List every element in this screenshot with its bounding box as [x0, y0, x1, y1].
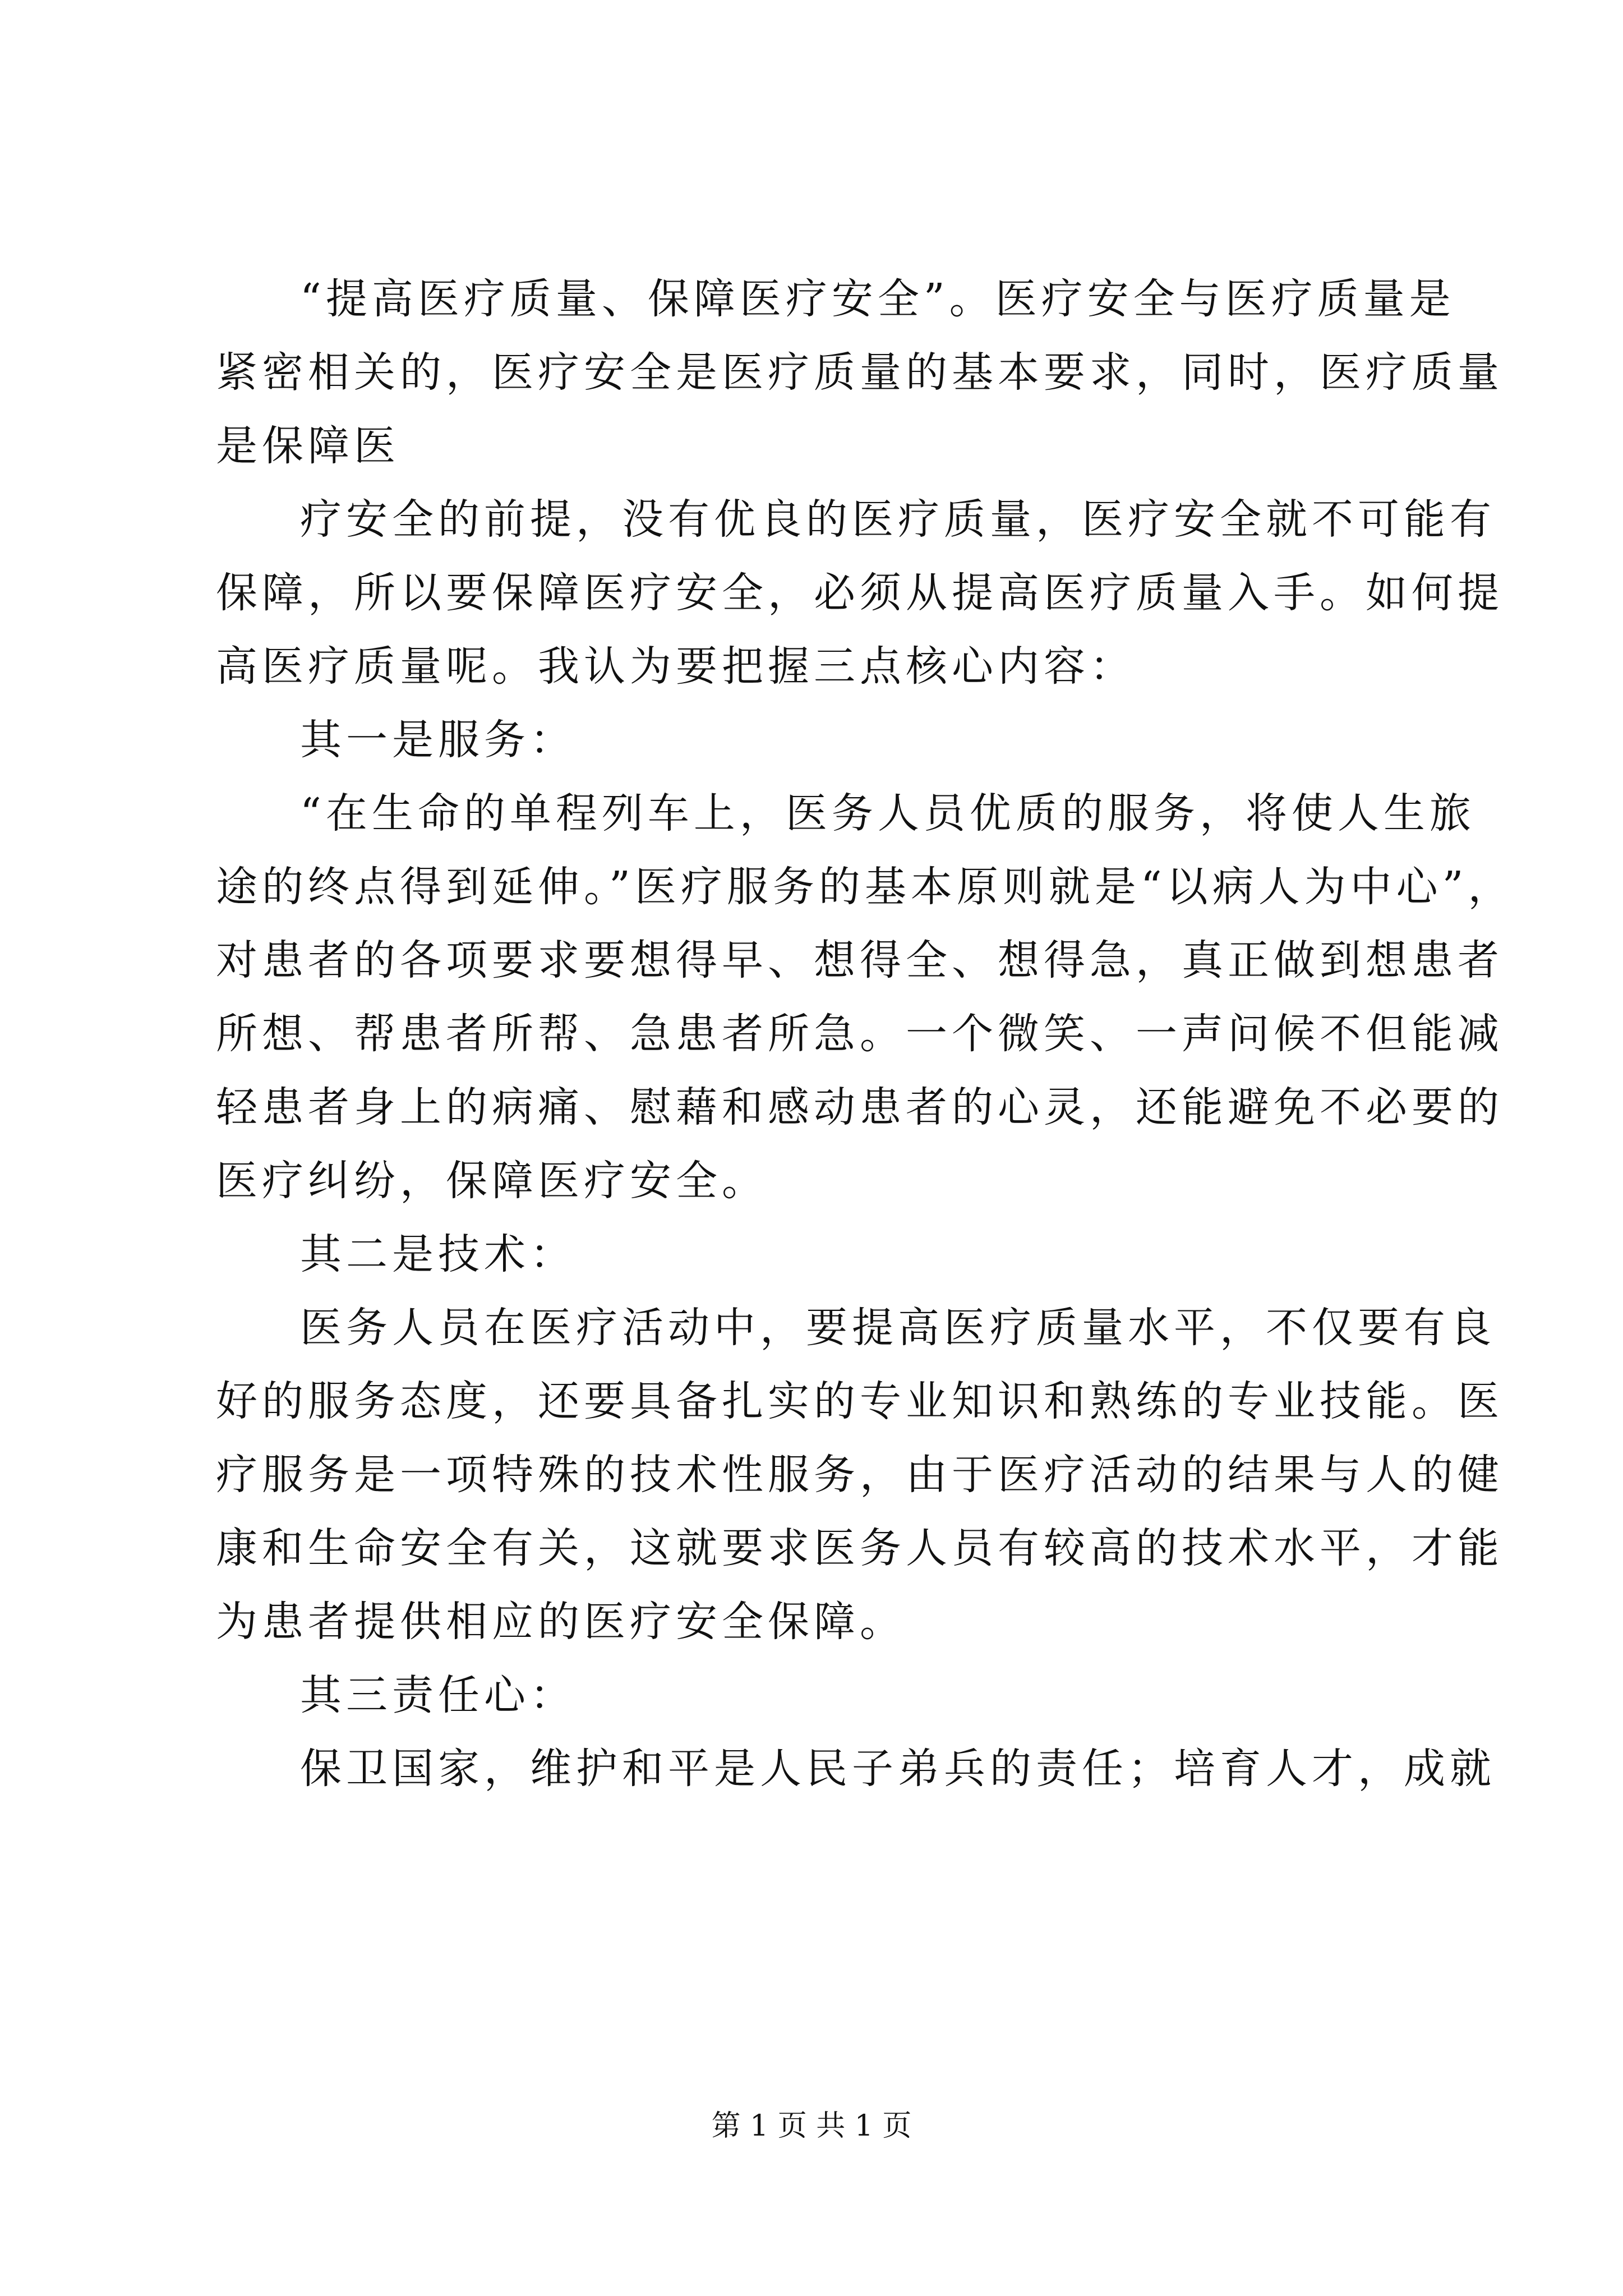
- text-line: “提高医疗质量、保障医疗安全”。医疗安全与医疗质量是: [300, 275, 1455, 323]
- text-line: 对患者的各项要求要想得早、想得全、想得急，真正做到想患者: [216, 936, 1504, 984]
- text-line: 轻患者身上的病痛、慰藉和感动患者的心灵，还能避免不必要的: [216, 1083, 1504, 1131]
- text-line: 高医疗质量呢。我认为要把握三点核心内容：: [216, 642, 1136, 691]
- text-line: 康和生命安全有关，这就要求医务人员有较高的技术水平，才能: [216, 1524, 1504, 1572]
- document-body: [216, 263, 1514, 1806]
- text-line: 其二是技术：: [300, 1230, 576, 1278]
- text-line: “在生命的单程列车上，医务人员优质的服务，将使人生旅: [300, 789, 1476, 838]
- text-line: 其一是服务：: [300, 716, 576, 764]
- text-line: 保卫国家，维护和平是人民子弟兵的责任；培育人才，成就: [300, 1745, 1496, 1793]
- text-line: 是保障医: [216, 422, 400, 470]
- page-footer: 第 1 页 共 1 页: [711, 2109, 912, 2143]
- text-line: 所想、帮患者所帮、急患者所急。一个微笑、一声问候不但能减: [216, 1010, 1504, 1058]
- text-line: 疗安全的前提，没有优良的医疗质量，医疗安全就不可能有: [300, 495, 1496, 544]
- text-line: 其三责任心：: [300, 1671, 576, 1719]
- text-line: 医疗纠纷，保障医疗安全。: [216, 1157, 768, 1205]
- text-line: 好的服务态度，还要具备扎实的专业知识和熟练的专业技能。医: [216, 1377, 1504, 1425]
- text-line: 紧密相关的，医疗安全是医疗质量的基本要求，同时，医疗质量: [216, 348, 1504, 397]
- text-line: 途的终点得到延伸。”医疗服务的基本原则就是“以病人为中心”，: [216, 863, 1514, 911]
- text-line: 医务人员在医疗活动中，要提高医疗质量水平，不仅要有良: [300, 1304, 1496, 1352]
- text-line: 疗服务是一项特殊的技术性服务，由于医疗活动的结果与人的健: [216, 1451, 1504, 1499]
- text-line: 保障，所以要保障医疗安全，必须从提高医疗质量入手。如何提: [216, 569, 1504, 617]
- text-line: 为患者提供相应的医疗安全保障。: [216, 1598, 906, 1646]
